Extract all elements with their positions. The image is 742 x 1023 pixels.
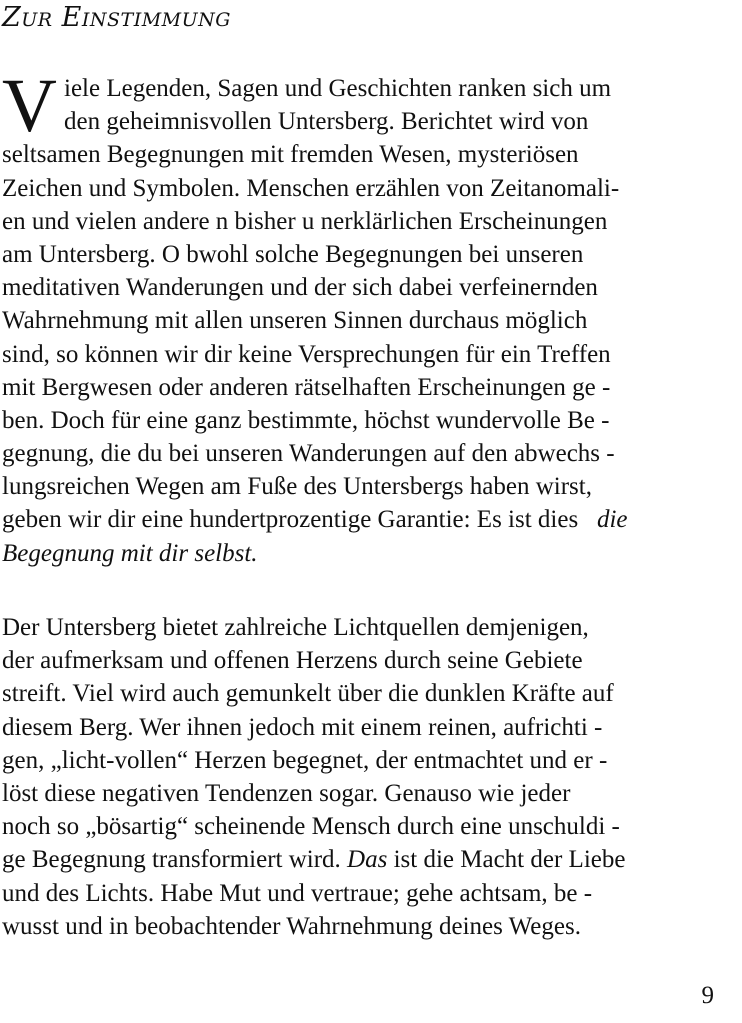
text-segment: ist die Macht der Liebe [387, 846, 626, 874]
text-line: gen, „licht-vollen“ Herzen begegnet, der entmachtet und er - [2, 746, 608, 774]
chapter-title: Zur Einstimmung [2, 2, 231, 33]
text-line: sind, so können wir dir keine Versprechungen für ein Treffen [2, 340, 611, 368]
text-line: meditativen Wanderungen und der sich dabei verfeinernden [2, 274, 598, 302]
text-line: en und vielen andere n bisher u nerklärlichen Erscheinungen [2, 207, 608, 235]
text-line: gegnung, die du bei unseren Wanderungen auf den abwechs - [2, 440, 615, 468]
text-line: ben. Doch für eine ganz bestimmte, höchst wundervolle Be - [2, 406, 610, 434]
paragraph-intro [2, 64, 714, 570]
text-line: den geheimnisvollen Untersberg. Berichtet wird von [64, 108, 589, 136]
text-line: Zeichen und Symbolen. Menschen erzählen von Zeitanomali- [2, 174, 620, 202]
text-line: noch so „bösartig“ scheinende Mensch durch eine unschuldi - [2, 813, 620, 841]
text-line: der aufmerksam und offenen Herzens durch seine Gebiete [2, 647, 583, 675]
text-line: iele Legenden, Sagen und Geschichten ranken sich um [64, 75, 612, 102]
text-line: löst diese negativen Tendenzen sogar. Genauso wie jeder [2, 779, 571, 807]
text-segment: geben wir dir eine hundertprozentige Garantie: Es ist dies [2, 506, 579, 534]
italic-text: Das [347, 846, 388, 874]
italic-text: die [596, 506, 628, 534]
text-line [2, 843, 714, 876]
text-line: Wahrnehmung mit allen unseren Sinnen durchaus möglich [2, 307, 588, 335]
text-line: mit Bergwesen oder anderen rätselhaften Erscheinungen ge - [2, 373, 611, 401]
page-number: 9 [701, 982, 714, 1009]
text-line: lungsreichen Wegen am Fuße des Untersbergs haben wirst, [2, 473, 592, 501]
text-line: und des Lichts. Habe Mut und vertraue; gehe achtsam, be - [2, 879, 593, 907]
text-line: streift. Viel wird auch gemunkelt über die dunklen Kräfte auf [2, 680, 614, 708]
paragraph-light [2, 611, 714, 943]
drop-cap: V [2, 64, 57, 148]
text-line: am Untersberg. O bwohl solche Begegnungen bei unseren [2, 240, 584, 268]
text-line: diesem Berg. Wer ihnen jedoch mit einem reinen, aufrichti - [2, 713, 603, 741]
italic-line: Begegnung mit dir selbst. [2, 539, 258, 567]
text-line: Der Untersberg bietet zahlreiche Lichtquellen demjenigen, [2, 614, 589, 641]
text-line [2, 503, 714, 536]
text-line: seltsamen Begegnungen mit fremden Wesen, mysteriösen [2, 141, 579, 169]
text-segment: ge Begegnung transformiert wird. [2, 846, 341, 874]
text-line: wusst und in beobachtender Wahrnehmung deines Weges. [2, 912, 581, 940]
